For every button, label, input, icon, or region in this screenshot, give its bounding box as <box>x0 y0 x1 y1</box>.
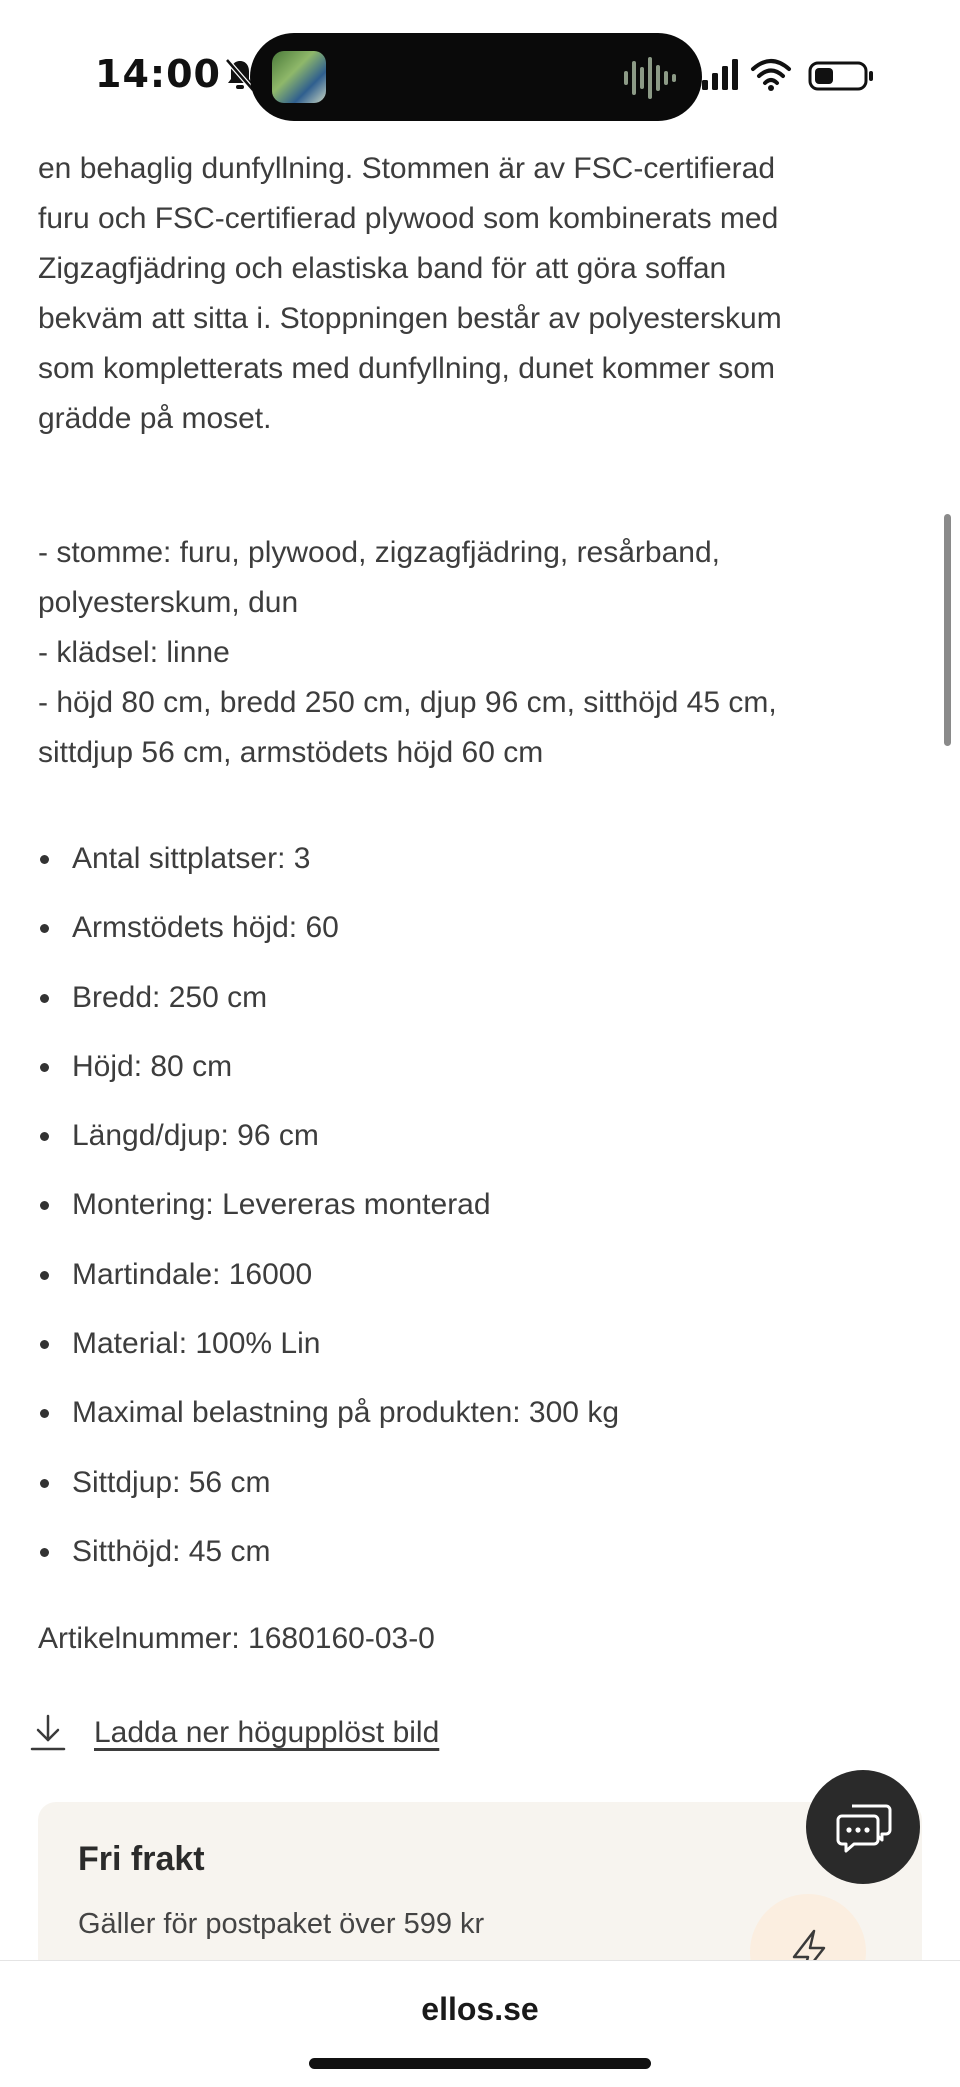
list-item <box>38 1388 918 1457</box>
download-hires-image-link[interactable]: Ladda ner högupplöst bild <box>94 1716 440 1749</box>
specs-line: - klädsel: linne <box>38 636 230 669</box>
bullet-icon <box>40 1409 49 1418</box>
description-line: furu och FSC-certifierad plywood som kombinerats med <box>38 202 779 235</box>
list-item <box>38 1527 918 1596</box>
bullet-icon <box>40 855 49 864</box>
signal-icon <box>700 58 740 92</box>
list-item <box>38 834 918 903</box>
article-number: Artikelnummer: 1680160-03-0 <box>38 1622 435 1655</box>
attribute-text: Armstödets höjd: 60 <box>72 911 339 945</box>
description-line: en behaglig dunfyllning. Stommen är av FSC-certifierad <box>38 152 776 185</box>
bullet-icon <box>40 1340 49 1349</box>
specs-line: - stomme: furu, plywood, zigzagfjädring, resårband, <box>38 536 720 569</box>
chat-icon <box>836 1802 892 1854</box>
description-line: som kompletterats med dunfyllning, dunet kommer som <box>38 352 775 385</box>
bullet-icon <box>40 1479 49 1488</box>
description-line: grädde på moset. <box>38 402 272 435</box>
list-item <box>38 973 918 1042</box>
attribute-text: Martindale: 16000 <box>72 1257 313 1291</box>
list-item <box>38 1250 918 1319</box>
status-time: 14:00 <box>95 52 221 96</box>
audio-waveform-icon <box>622 57 682 99</box>
attribute-text: Material: 100% Lin <box>72 1327 321 1361</box>
bullet-icon <box>40 924 49 933</box>
dynamic-island[interactable] <box>250 33 702 121</box>
specs-line: sittdjup 56 cm, armstödets höjd 60 cm <box>38 736 544 769</box>
browser-domain[interactable]: ellos.se <box>421 1991 539 2027</box>
attribute-text: Sitthöjd: 45 cm <box>72 1534 271 1568</box>
download-icon[interactable] <box>30 1714 66 1752</box>
attribute-text: Maximal belastning på produkten: 300 kg <box>72 1396 620 1430</box>
wifi-icon <box>750 56 792 92</box>
bullet-icon <box>40 1271 49 1280</box>
battery-icon <box>808 60 876 92</box>
card-subtitle: Gäller för postpaket över 599 kr <box>78 1908 485 1940</box>
status-bar <box>0 0 960 150</box>
attribute-text: Höjd: 80 cm <box>72 1049 233 1083</box>
bullet-icon <box>40 1132 49 1141</box>
list-item <box>38 1319 918 1388</box>
product-description <box>38 144 918 444</box>
bullet-icon <box>40 1548 49 1557</box>
scrollbar[interactable] <box>944 514 951 746</box>
now-playing-thumbnail <box>272 51 326 103</box>
product-specs <box>38 528 918 778</box>
list-item <box>38 903 918 972</box>
list-item <box>38 1458 918 1527</box>
bullet-icon <box>40 994 49 1003</box>
description-line: Zigzagfjädring och elastiska band för att göra soffan <box>38 252 727 285</box>
specs-line: - höjd 80 cm, bredd 250 cm, djup 96 cm, sitthöjd 45 cm, <box>38 686 777 719</box>
attribute-text: Längd/djup: 96 cm <box>72 1119 319 1153</box>
home-indicator[interactable] <box>309 2058 651 2069</box>
card-title: Fri frakt <box>78 1840 205 1878</box>
attribute-text: Sittdjup: 56 cm <box>72 1465 271 1499</box>
list-item <box>38 1180 918 1249</box>
list-item <box>38 1042 918 1111</box>
bullet-icon <box>40 1201 49 1210</box>
attribute-text: Montering: Levereras monterad <box>72 1188 491 1222</box>
list-item <box>38 1111 918 1180</box>
attribute-list <box>38 834 918 1596</box>
bullet-icon <box>40 1063 49 1072</box>
specs-line: polyesterskum, dun <box>38 586 299 619</box>
attribute-text: Bredd: 250 cm <box>72 980 268 1014</box>
attribute-text: Antal sittplatser: 3 <box>72 842 311 875</box>
description-line: bekväm att sitta i. Stoppningen består av polyesterskum <box>38 302 782 335</box>
chat-button[interactable] <box>806 1770 920 1884</box>
